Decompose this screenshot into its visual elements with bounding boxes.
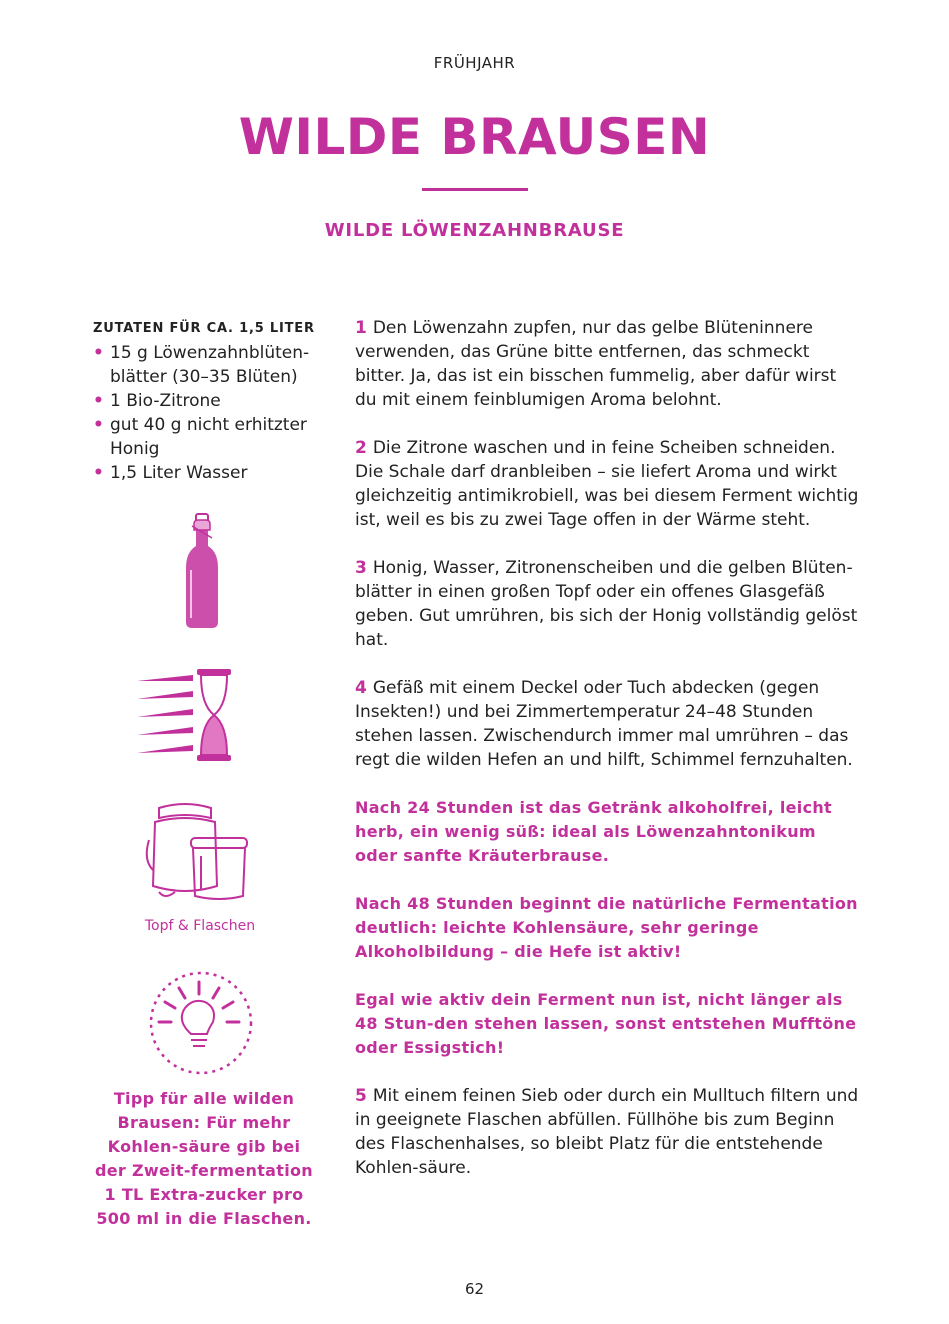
step-number: 5 [355,1086,367,1106]
recipe-subtitle: WILDE LÖWENZAHNBRAUSE [324,220,625,241]
jar-pot-icon [145,800,255,905]
tip-text: Tipp für alle wilden Brausen: Für mehr Kohlen-säure gib bei der Zweit-fermentation 1 TL Extra-zucker pro 500 ml in die Flaschen. [95,1089,313,1228]
ingredients-list [93,341,323,485]
page-title: WILDE BRAUSEN [238,108,711,166]
ingredient-item: • gut 40 g nicht erhitzter Honig [93,413,323,461]
step-number: 2 [355,438,367,458]
highlight-note: Nach 24 Stunden ist das Getränk alkoholfrei, leicht herb, ein wenig süß: ideal als Löwenzahntonikum oder sanfte Kräuterbrause. [355,798,833,865]
ingredient-item: • 15 g Löwenzahnblüten-blätter (30–35 Blüten) [93,341,323,389]
step-text: Honig, Wasser, Zitronenscheiben und die gelben Blüten-blätter in einen großen Topf oder ein offenes Glasgefäß geben. Gut umrühren, bis sich der Honig vollständig gelöst hat. [355,558,858,650]
step-paragraph [355,436,861,532]
ingredient-item: • 1 Bio-Zitrone [93,389,323,413]
hourglass-icon [135,665,235,765]
highlight-note: Nach 48 Stunden beginnt die natürliche Fermentation deutlich: leichte Kohlensäure, sehr geringe Alkoholbildung – die Hefe ist aktiv! [355,894,858,961]
step-text: Gefäß mit einem Deckel oder Tuch abdecken (gegen Insekten!) und bei Zimmertemperatur 24–48 Stunden stehen lassen. Zwischendurch immer mal umrühren – das regt die wilden Hefen an und hilft, Schimmel fernzuhalten. [355,678,853,770]
recipe-steps [355,316,861,1204]
lightbulb-icon [145,968,257,1078]
step-number: 4 [355,678,367,698]
bottle-icon [180,512,224,632]
step-paragraph [355,556,861,652]
image-caption: Topf & Flaschen [144,918,256,934]
title-divider [422,188,528,191]
ingredient-item: • 1,5 Liter Wasser [93,461,323,485]
step-paragraph [355,316,861,412]
step-number: 1 [355,318,367,338]
step-paragraph [355,1084,861,1180]
section-label: FRÜHJAHR [433,54,516,72]
step-text: Die Zitrone waschen und in feine Scheiben schneiden. Die Schale darf dranbleiben – sie liefert Aroma und wirkt gleichzeitig antimikrobiell, was bei diesem Ferment wichtig ist, weil es bis zu zwei Tage offen in der Wärme steht. [355,438,859,530]
highlight-note: Egal wie aktiv dein Ferment nun ist, nicht länger als 48 Stun-den stehen lassen, sonst entstehen Mufftöne oder Essigstich! [355,990,857,1057]
step-text: Mit einem feinen Sieb oder durch ein Mulltuch filtern und in geeignete Flaschen abfüllen. Füllhöhe bis zum Beginn des Flaschenhalses, so bleibt Platz für die entstehende Kohlen-säure. [355,1086,859,1178]
step-number: 3 [355,558,367,578]
step-paragraph [355,676,861,772]
page-number: 62 [464,1280,485,1298]
step-text: Den Löwenzahn zupfen, nur das gelbe Blüteninnere verwenden, das Grüne bitte entfernen, das schmeckt bitter. Ja, das ist ein bisschen fummelig, aber dafür wirst du mit einem feinblumigen Aroma belohnt. [355,318,837,410]
ingredients-heading: ZUTATEN FÜR CA. 1,5 LITER [93,321,315,336]
